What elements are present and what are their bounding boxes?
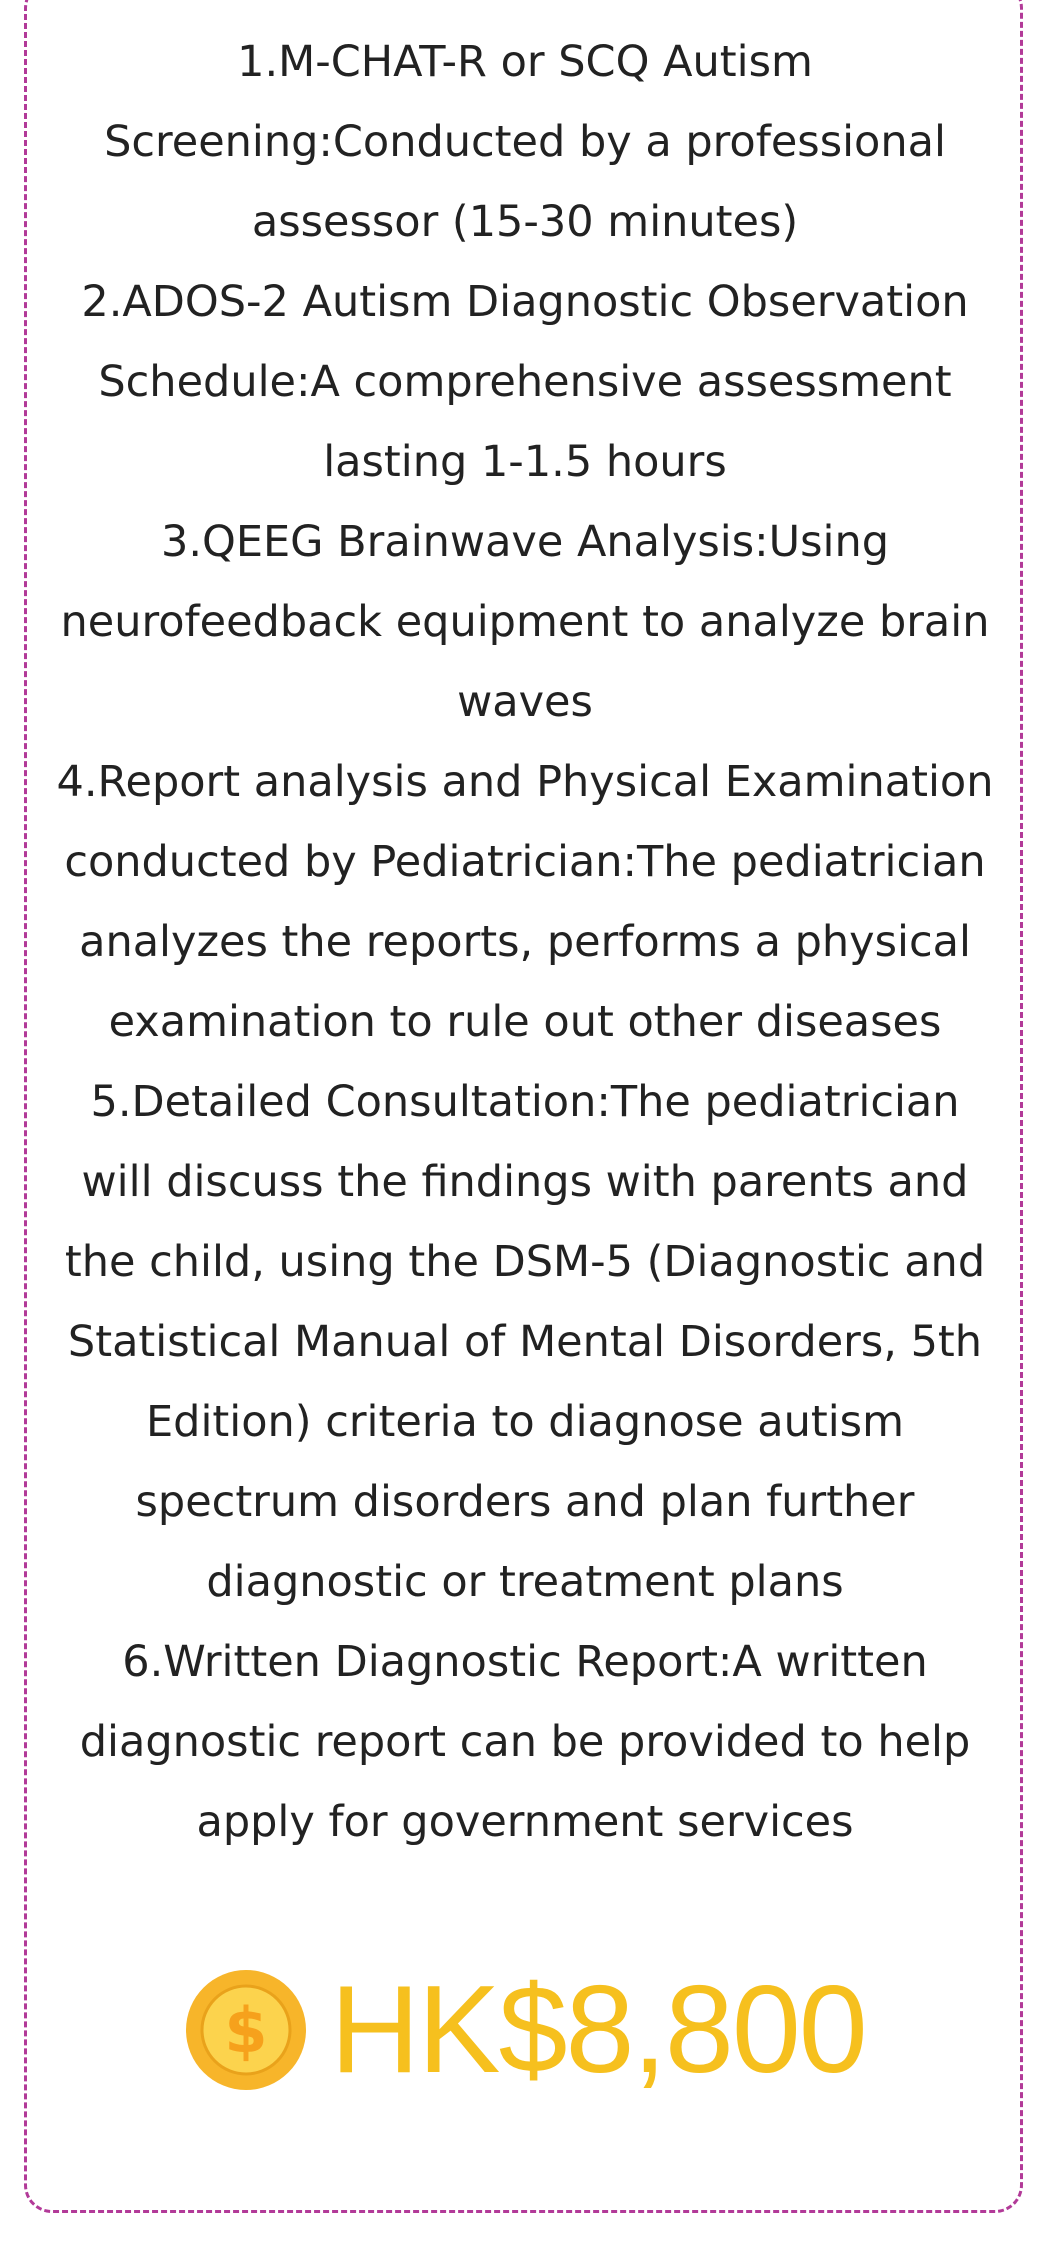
list-item: 1.M-CHAT-R or SCQ Autism Screening:Conducted by a professional assessor (15-30 minutes) bbox=[104, 37, 946, 247]
list-item: 5.Detailed Consultation:The pediatrician will discuss the findings with parents and the child, using the DSM-5 (Diagnostic and Statistical Manual of Mental Disorders, 5th Edition) criteria to diagnose autism spectrum disorders and plan further diagnostic or treatment plans bbox=[64, 1077, 986, 1607]
list-item: 6.Written Diagnostic Report:A written diagnostic report can be provided to help apply for government services bbox=[79, 1637, 971, 1847]
assessment-steps-list bbox=[50, 22, 1000, 1862]
price-amount: HK$8,800 bbox=[330, 1961, 866, 2099]
dollar-coin-icon bbox=[184, 1968, 308, 2092]
list-item: 3.QEEG Brainwave Analysis:Using neurofeedback equipment to analyze brain waves bbox=[60, 517, 990, 727]
price-row bbox=[0, 1960, 1050, 2100]
list-item: 4.Report analysis and Physical Examination conducted by Pediatrician:The pediatrician analyzes the reports, performs a physical examination to rule out other diseases bbox=[56, 757, 994, 1047]
list-item: 2.ADOS-2 Autism Diagnostic Observation Schedule:A comprehensive assessment lasting 1-1.5 hours bbox=[81, 277, 969, 487]
svg-text:$: $ bbox=[224, 1994, 268, 2067]
